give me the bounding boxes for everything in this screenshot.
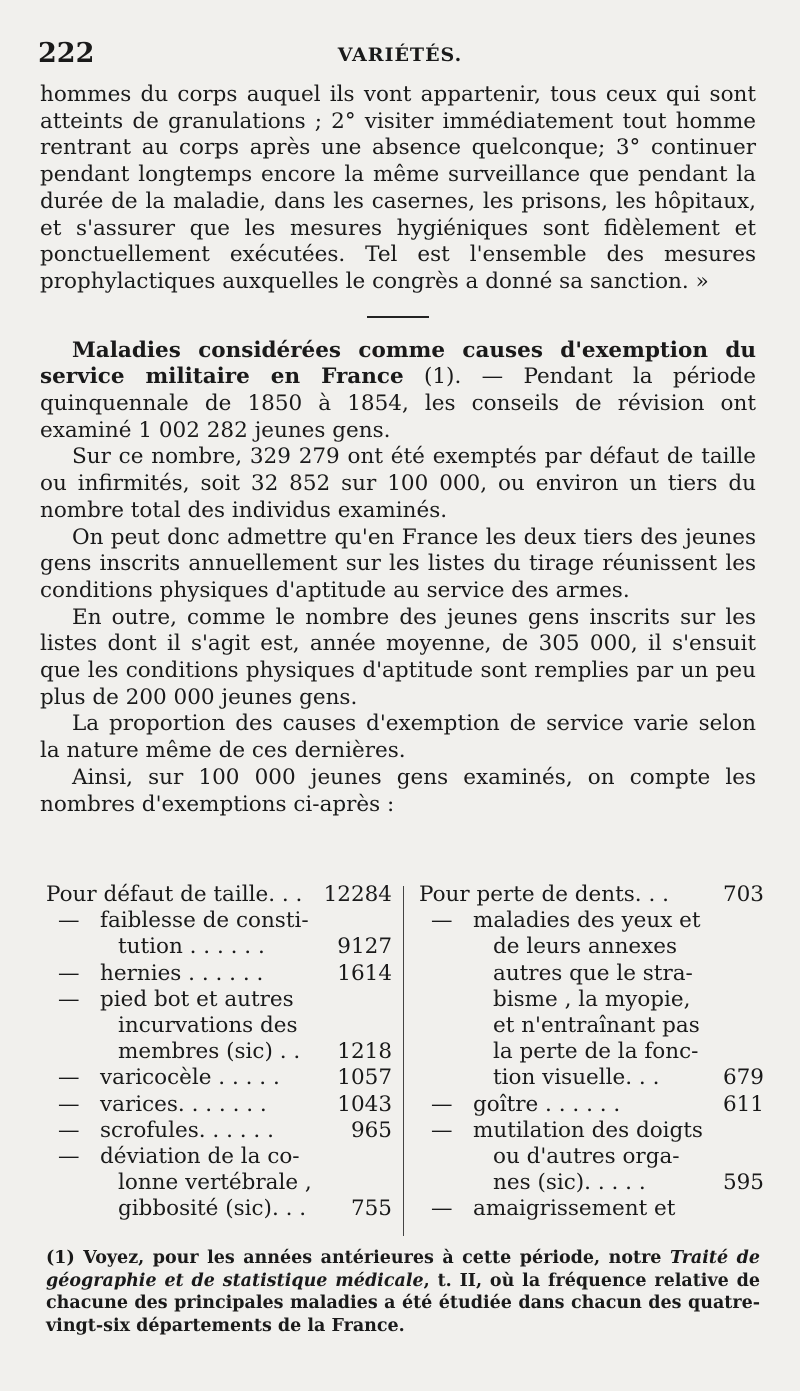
ditto-dash: — (431, 1196, 453, 1222)
exemption-label-text: déviation de la co- (100, 1144, 300, 1170)
exemption-row (46, 1170, 392, 1196)
page-header (38, 38, 762, 78)
exemption-row (46, 908, 392, 934)
exemption-label-text: Pour défaut de taille. . . (46, 882, 303, 907)
exemption-row (46, 961, 392, 987)
exemption-label (419, 1118, 764, 1144)
exemption-label (419, 1039, 764, 1065)
column-separator (403, 886, 404, 1236)
exemption-row (46, 1196, 392, 1222)
exemption-label-text: tution . . . . . . (118, 934, 265, 960)
ditto-dash: — (58, 1117, 80, 1143)
ditto-dash: — (431, 908, 453, 934)
exemption-label (46, 908, 392, 934)
exemption-column-right (419, 882, 764, 1223)
exemption-row (419, 987, 764, 1013)
exemption-label-text: nes (sic). . . . . (493, 1170, 646, 1196)
exemption-label-text: maladies des yeux et (473, 908, 701, 934)
exemption-label-text: et n'entraînant pas (493, 1013, 700, 1039)
main-text (40, 82, 756, 818)
exemption-row (419, 882, 764, 908)
exemption-label-text: faiblesse de consti- (100, 908, 309, 934)
exemption-count: 679 (722, 1065, 764, 1091)
paragraph: En outre, comme le nombre des jeunes gens inscrits sur les listes dont il s'agit est, année moyenne, de 305 000, il s'ensuit que les conditions physiques d'aptitude sont remplies par un peu plus de 200 000 jeunes gens. (40, 604, 756, 710)
ditto-dash: — (58, 960, 80, 986)
exemption-label-text: tion visuelle. . . (493, 1065, 660, 1091)
exemption-row (46, 1065, 392, 1091)
ditto-dash: — (58, 1144, 80, 1170)
exemption-label-text: ou d'autres orga- (493, 1144, 680, 1170)
exemption-label (419, 1065, 764, 1091)
exemption-count: 1043 (337, 1091, 392, 1117)
exemption-label (419, 987, 764, 1013)
exemption-row (419, 1039, 764, 1065)
exemption-count: 12284 (323, 882, 392, 907)
ditto-dash: — (58, 908, 80, 934)
exemption-label-text: de leurs annexes (493, 934, 678, 960)
footnote-reference: (1). (423, 364, 462, 390)
exemption-label-text: incurvations des (118, 1013, 298, 1039)
exemption-count: 1057 (337, 1065, 392, 1091)
exemption-row (46, 1092, 392, 1118)
exemption-label (419, 1013, 764, 1039)
exemption-count: 755 (350, 1196, 392, 1222)
exemption-row (46, 987, 392, 1013)
exemption-label-text: amaigrissement et (473, 1196, 676, 1222)
exemption-count: 965 (350, 1117, 392, 1143)
exemption-label (419, 1196, 764, 1222)
paragraph: Ainsi, sur 100 000 jeunes gens examinés, on compte les nombres d'exemptions ci-après : (40, 764, 756, 817)
exemption-label-text: autres que le stra- (493, 960, 693, 986)
footnote-book-title: Traité de géographie et de statistique médicale (46, 1248, 760, 1291)
ditto-dash: — (431, 1091, 453, 1117)
exemption-count: 611 (722, 1091, 764, 1117)
exemption-label-text: Pour perte de dents. . . (419, 882, 669, 907)
exemption-label (46, 1170, 392, 1196)
exemption-label (419, 1092, 764, 1118)
exemption-row (419, 934, 764, 960)
exemption-row (46, 934, 392, 960)
footnote-text: , t. II, où la fréquence relative de chacune des principales maladies a été étudiée dans chacun des quatre-vingt-six départements de la France. (46, 1270, 760, 1336)
exemption-label-text: bisme , la myopie, (493, 986, 691, 1012)
section-title: Maladies considérées comme causes d'exemption du service militaire en France (40, 337, 756, 390)
paragraph: La proportion des causes d'exemption de service varie selon la nature même de ces dernières. (40, 711, 756, 764)
exemption-row (419, 961, 764, 987)
exemption-row (46, 1039, 392, 1065)
exemption-count: 703 (722, 882, 764, 907)
section-paragraph (40, 338, 756, 445)
exemption-label-text: membres (sic) . . (118, 1039, 301, 1065)
exemption-column-left (46, 882, 392, 1223)
exemption-row (419, 1196, 764, 1222)
exemption-label-text: hernies . . . . . . (100, 960, 264, 986)
ditto-dash: — (58, 986, 80, 1012)
exemption-row (46, 1118, 392, 1144)
paragraph: Sur ce nombre, 329 279 ont été exemptés par défaut de taille ou infirmités, soit 32 852 sur 100 000, ou environ un tiers du nombre total des individus examinés. (40, 444, 756, 523)
exemption-label-text: varicocèle . . . . . (100, 1065, 280, 1091)
exemption-label-text: la perte de la fonc- (493, 1039, 699, 1065)
exemption-label (419, 1144, 764, 1170)
exemption-count: 595 (722, 1170, 764, 1196)
page-number: 222 (38, 38, 95, 69)
exemption-row (419, 1065, 764, 1091)
exemption-label (46, 1013, 392, 1039)
exemption-row (46, 1144, 392, 1170)
exemption-label (419, 1170, 764, 1196)
exemption-row (46, 882, 392, 908)
exemption-label (419, 961, 764, 987)
footnote (46, 1247, 760, 1337)
footnote-text: Voyez, pour les années antérieures à cette période, notre (74, 1248, 670, 1268)
exemption-row (419, 908, 764, 934)
exemption-label-text: goître . . . . . . (473, 1091, 621, 1117)
exemption-row (419, 1118, 764, 1144)
exemption-count: 9127 (337, 934, 392, 960)
exemption-row (419, 1092, 764, 1118)
section-divider (367, 316, 429, 318)
paragraph: On peut donc admettre qu'en France les deux tiers des jeunes gens inscrits annuellement sur les listes du tirage réunissent les conditions physiques d'aptitude au service des armes. (40, 524, 756, 603)
exemption-label (46, 987, 392, 1013)
exemption-count: 1218 (337, 1039, 392, 1065)
exemption-count: 1614 (337, 960, 392, 986)
exemption-label (46, 1196, 392, 1222)
ditto-dash: — (58, 1065, 80, 1091)
exemption-row (419, 1170, 764, 1196)
exemption-label-text: gibbosité (sic). . . (118, 1196, 307, 1222)
exemption-row (419, 1013, 764, 1039)
exemption-label (46, 1144, 392, 1170)
exemption-label (46, 1118, 392, 1144)
exemption-label-text: scrofules. . . . . . (100, 1117, 274, 1143)
exemption-label (419, 882, 764, 908)
exemption-label-text: pied bot et autres (100, 986, 294, 1012)
running-title: VARIÉTÉS. (337, 44, 463, 66)
paragraph-continuation: hommes du corps auquel ils vont appartenir, tous ceux qui sont atteints de granulations ; 2° visiter immédiatement tout homme rentrant au corps après une absence quelconque; 3° continuer pendant longtemps encore la même surveillance que pendant la durée de la maladie, dans les casernes, les prisons, les hôpitaux, et s'assurer que les mesures hygiéniques sont fidèlement et ponctuellement exécutées. Tel est l'ensemble des mesures prophylactiques auxquelles le congrès a donné sa sanction. » (40, 82, 756, 294)
footnote-marker: (1) (46, 1248, 75, 1268)
exemption-label (419, 934, 764, 960)
exemption-row (419, 1144, 764, 1170)
exemption-row (46, 1013, 392, 1039)
exemption-label (419, 908, 764, 934)
exemption-label-text: varices. . . . . . . (100, 1091, 267, 1117)
exemption-label-text: lonne vertébrale , (118, 1170, 312, 1196)
paragraph-text: — Pendant la période quinquennale de 1850 à 1854, les conseils de révision ont examiné 1 002 282 jeunes gens. (40, 364, 757, 443)
exemption-label-text: mutilation des doigts (473, 1117, 703, 1143)
ditto-dash: — (431, 1117, 453, 1143)
ditto-dash: — (58, 1091, 80, 1117)
